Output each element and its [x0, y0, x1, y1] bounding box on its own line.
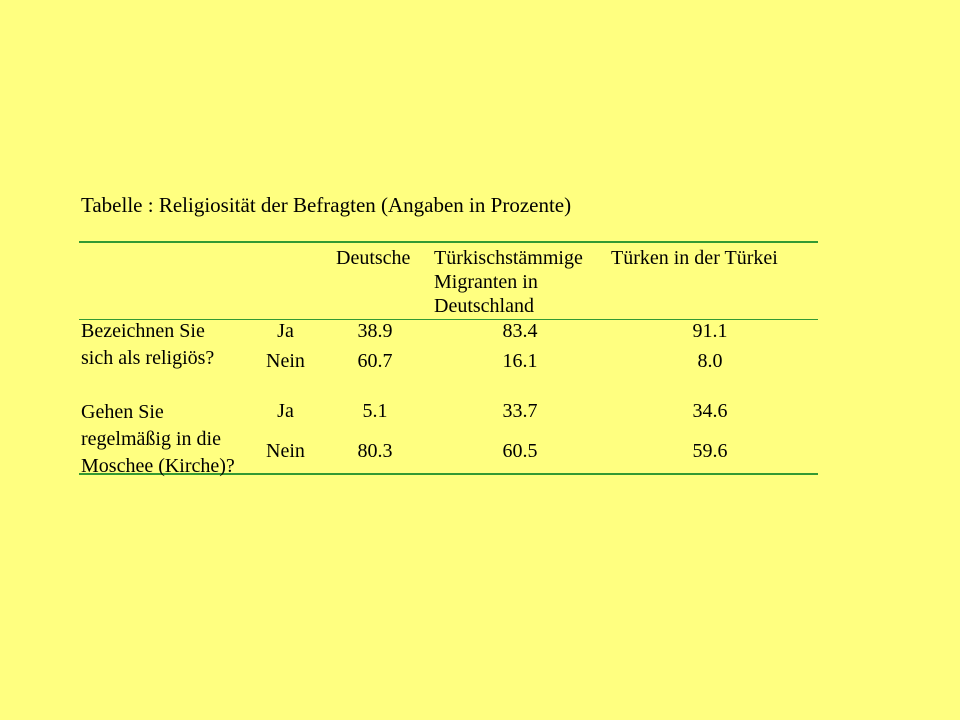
answer-label: Nein	[266, 440, 305, 462]
answer-label: Ja	[277, 400, 294, 422]
column-header-deutsche: Deutsche	[336, 247, 411, 269]
answer-label: Nein	[266, 350, 305, 372]
table-cell: 5.1	[362, 400, 388, 422]
answer-label: Ja	[277, 320, 294, 342]
table-title: Tabelle : Religiosität der Befragten (Angaben in Prozente)	[81, 193, 572, 217]
table-cell: 59.6	[692, 440, 728, 462]
table-cell: 33.7	[502, 400, 538, 422]
table-cell: 60.7	[357, 350, 393, 372]
table-cell: 16.1	[502, 350, 538, 372]
table-cell: 83.4	[502, 320, 538, 342]
table-cell: 91.1	[692, 320, 728, 342]
table-cell: 38.9	[357, 320, 393, 342]
column-header-tuerken: Türken in der Türkei	[611, 247, 778, 269]
table-cell: 34.6	[692, 400, 728, 422]
question-mosque-attendance: Gehen Sie regelmäßig in die Moschee (Kirche)?	[81, 401, 235, 477]
table-top-rule	[79, 241, 818, 243]
table-cell: 80.3	[357, 440, 393, 462]
table-cell: 8.0	[697, 350, 723, 372]
table-cell: 60.5	[502, 440, 538, 462]
column-header-tuerkischstaemmige: Türkischstämmige Migranten in Deutschland	[434, 247, 583, 317]
question-religious: Bezeichnen Sie sich als religiös?	[81, 320, 215, 369]
